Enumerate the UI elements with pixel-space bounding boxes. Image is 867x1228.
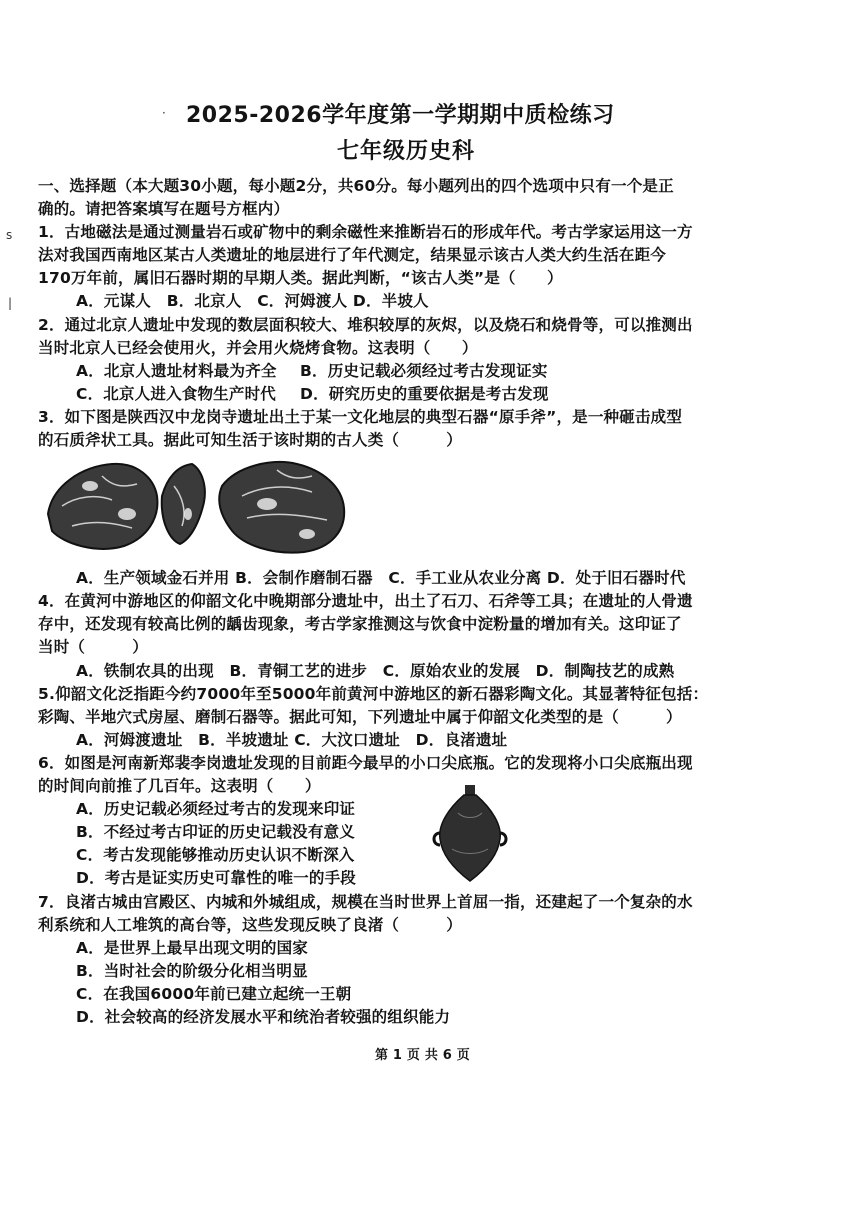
- question-6-text: 的时间向前推了几百年。这表明（ ）: [38, 777, 321, 795]
- page-number: 第 1 页 共 6 页: [375, 1048, 470, 1063]
- section-instruction: 确的。请把答案填写在题号方框内）: [38, 200, 290, 218]
- question-3-options: A．生产领域金石并用 B．会制作磨制石器 C．手工业从农业分离 D．处于旧石器时代: [76, 569, 686, 587]
- scan-mark: ·: [162, 106, 166, 120]
- question-3-text: 3．如下图是陕西汉中龙岗寺遗址出土于某一文化地层的典型石器“原手斧”，是一种砸击成型: [38, 408, 683, 426]
- question-2-option-d: D．研究历史的重要依据是考古发现: [300, 385, 549, 403]
- page-subtitle: 七年级历史科: [337, 139, 476, 164]
- question-2-option-c: C．北京人进入食物生产时代: [76, 385, 276, 403]
- question-6-option-a: A．历史记载必须经过考古的发现来印证: [76, 800, 356, 818]
- question-5-text: 5.仰韶文化泛指距今约7000年至5000年前黄河中游地区的新石器彩陶文化。其显著特征包括：: [38, 685, 709, 703]
- question-5-text: 彩陶、半地穴式房屋、磨制石器等。据此可知，下列遗址中属于仰韶文化类型的是（ ）: [38, 708, 682, 726]
- question-4-text: 4．在黄河中游地区的仰韶文化中晚期部分遗址中，出土了石刀、石斧等工具；在遗址的人骨遗: [38, 592, 693, 610]
- question-7-option-a: A．是世界上最早出现文明的国家: [76, 939, 308, 957]
- question-1-options: A．元谋人 B．北京人 C．河姆渡人 D．半坡人: [76, 292, 429, 310]
- question-2-text: 当时北京人已经会使用火，并会用火烧烤食物。这表明（ ）: [38, 339, 478, 357]
- question-7-text: 7．良渚古城由宫殿区、内城和外城组成，规模在当时世界上首屈一指，还建起了一个复杂的水: [38, 893, 693, 911]
- question-6-option-c: C．考古发现能够推动历史认识不断深入: [76, 846, 355, 864]
- question-4-options: A．铁制农具的出现 B．青铜工艺的进步 C．原始农业的发展 D．制陶技艺的成熟: [76, 662, 675, 680]
- scan-mark: s: [6, 228, 13, 242]
- page-title: 2025-2026学年度第一学期期中质检练习: [186, 103, 615, 128]
- question-7-option-b: B．当时社会的阶级分化相当明显: [76, 962, 308, 980]
- question-4-text: 存中，还发现有较高比例的龋齿现象，考古学家推测这与饮食中淀粉量的增加有关。这印证了: [38, 615, 682, 633]
- question-7-option-d: D．社会较高的经济发展水平和统治者较强的组织能力: [76, 1008, 451, 1026]
- question-6-option-d: D．考古是证实历史可靠性的唯一的手段: [76, 869, 356, 887]
- question-2-option-b: B．历史记载必须经过考古发现证实: [300, 362, 548, 380]
- question-3-text: 的石质斧状工具。据此可知生活于该时期的古人类（ ）: [38, 431, 462, 449]
- question-4-text: 当时（ ）: [38, 638, 148, 656]
- question-1-text: 法对我国西南地区某古人类遗址的地层进行了年代测定，结果显示该古人类大约生活在距今: [38, 246, 667, 264]
- question-6-text: 6．如图是河南新郑裴李岗遗址发现的目前距今最早的小口尖底瓶。它的发现将小口尖底瓶出现: [38, 754, 693, 772]
- scan-mark: |: [8, 296, 13, 310]
- question-2-text: 2．通过北京人遗址中发现的数层面积较大、堆积较厚的灰烬，以及烧石和烧骨等，可以推测出: [38, 316, 693, 334]
- hand-axe-image: [42, 456, 362, 556]
- question-5-options: A．河姆渡遗址 B．半坡遗址 C．大汶口遗址 D．良渚遗址: [76, 731, 508, 749]
- question-6-option-b: B．不经过考古印证的历史记载没有意义: [76, 823, 355, 841]
- question-2-option-a: A．北京人遗址材料最为齐全: [76, 362, 277, 380]
- question-7-text: 利系统和人工堆筑的高台等，这些发现反映了良渚（ ）: [38, 916, 462, 934]
- question-1-text: 170万年前，属旧石器时期的早期人类。据此判断，“该古人类”是（ ）: [38, 269, 563, 287]
- question-1-text: 1．古地磁法是通过测量岩石或矿物中的剩余磁性来推断岩石的形成年代。考古学家运用这一方: [38, 223, 693, 241]
- question-7-option-c: C．在我国6000年前已建立起统一王朝: [76, 985, 352, 1003]
- pointed-bottom-bottle-image: [430, 783, 510, 883]
- section-instruction: 一、选择题（本大题30小题，每小题2分，共60分。每小题列出的四个选项中只有一个是正: [38, 177, 674, 195]
